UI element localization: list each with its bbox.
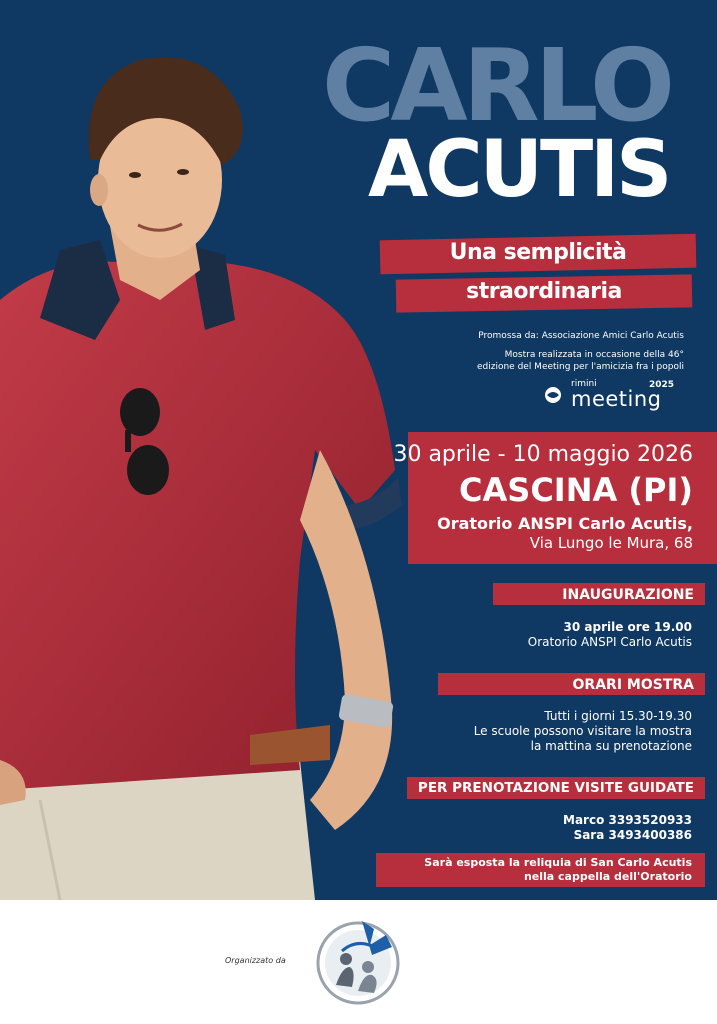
booking-heading: PER PRENOTAZIONE VISITE GUIDATE xyxy=(407,777,705,799)
event-dates: 30 aprile - 10 maggio 2026 xyxy=(393,442,693,467)
relic-notice-line-2: nella cappella dell'Oratorio xyxy=(523,870,692,883)
promoted-by: Promossa da: Associazione Amici Carlo Acutis xyxy=(478,331,684,341)
hours-line-1: Tutti i giorni 15.30-19.30 xyxy=(544,709,692,723)
organized-by-label: Organizzato da xyxy=(225,956,286,965)
meeting-year: 2025 xyxy=(649,380,675,390)
title-first-name: CARLO xyxy=(322,27,670,144)
meeting-mark-icon xyxy=(543,386,567,404)
subtitle-line-1: Una semplicità xyxy=(449,240,627,265)
rimini-meeting-logo xyxy=(543,380,678,410)
booking-contact: Marco 3393520933 xyxy=(563,813,692,827)
title-last-name: ACUTIS xyxy=(368,125,670,215)
hours-heading: ORARI MOSTRA xyxy=(438,673,705,695)
hours-line-3: la mattina su prenotazione xyxy=(530,739,692,753)
meeting-prefix: rimini xyxy=(571,379,597,389)
hours-line-2: Le scuole possono visitare la mostra xyxy=(473,724,692,738)
subtitle-line-2: straordinaria xyxy=(466,279,622,304)
event-venue: Oratorio ANSPI Carlo Acutis, xyxy=(437,514,693,533)
exhibition-note-2: edizione del Meeting per l'amicizia fra i popoli xyxy=(476,362,684,372)
meeting-word: meeting xyxy=(571,387,662,411)
relic-notice-line-1: Sarà esposta la reliquia di San Carlo Acutis xyxy=(424,856,692,869)
event-address: Via Lungo le Mura, 68 xyxy=(529,534,693,552)
inauguration-heading: INAUGURAZIONE xyxy=(493,583,705,605)
organizer-logo-icon xyxy=(312,915,404,1007)
booking-contact: Sara 3493400386 xyxy=(573,828,692,842)
event-city: CASCINA (PI) xyxy=(459,471,693,509)
exhibition-note-1: Mostra realizzata in occasione della 46° xyxy=(504,350,684,360)
inauguration-when: 30 aprile ore 19.00 xyxy=(563,620,692,634)
inauguration-where: Oratorio ANSPI Carlo Acutis xyxy=(527,635,692,649)
